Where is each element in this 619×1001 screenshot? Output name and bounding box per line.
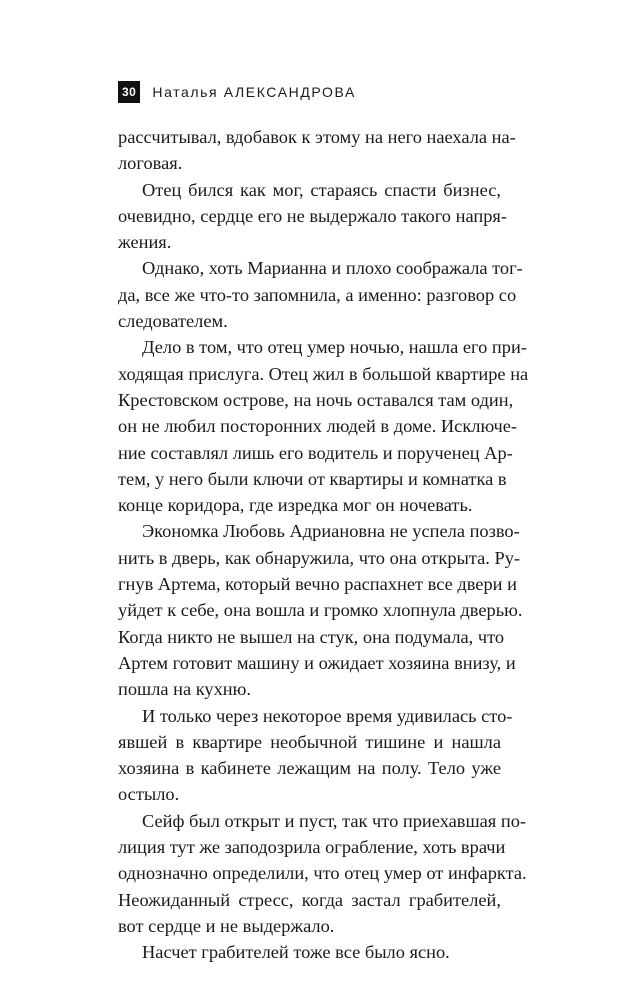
text-line: Крестовском острове, на ночь оставался там один,: [118, 389, 514, 410]
text-line: тем, у него были ключи от квартиры и комнатка в: [118, 468, 507, 489]
text-line: Экономка Любовь Адриановна не успела позво-: [142, 521, 520, 542]
running-head: [118, 80, 356, 104]
text-line: логовая.: [118, 153, 183, 174]
text-line: Сейф был открыт и пуст, так что приехавшая по-: [142, 810, 527, 831]
text-line: лиция тут же заподозрила ограбление, хоть врачи: [118, 837, 506, 858]
text-line: Отец бился как мог, стараясь спасти бизнес,: [142, 179, 501, 200]
text-line: Дело в том, что отец умер ночью, нашла его при-: [142, 337, 527, 358]
text-line: рассчитывал, вдобавок к этому на него наехала на-: [118, 127, 516, 147]
text-line: да, все же что-то запомнила, а именно: разговор со: [118, 284, 517, 305]
text-line: очевидно, сердце его не выдержало такого напря-: [118, 205, 507, 226]
text-line: пошла на кухню.: [118, 679, 251, 700]
text-line: ние составлял лишь его водитель и порученец Ар-: [118, 442, 513, 463]
text-line: Когда никто не вышел на стук, она подумала, что: [118, 626, 505, 647]
text-line: Насчет грабителей тоже все было ясно.: [142, 942, 450, 963]
text-line: Артем готовит машину и ожидает хозяина внизу, и: [118, 652, 516, 673]
text-line: явшей в квартире необычной тишине и нашла: [118, 731, 501, 752]
text-line: следователем.: [118, 311, 228, 332]
text-line: гнув Артема, который вечно распахнет все двери и: [118, 574, 517, 595]
text-line: ходящая прислуга. Отец жил в большой квартире на: [118, 363, 529, 384]
text-line: уйдет к себе, она вошла и громко хлопнула дверью.: [118, 600, 523, 621]
text-line: И только через некоторое время удивилась сто-: [142, 705, 513, 726]
text-line: хозяина в кабинете лежащим на полу. Тело уже: [118, 758, 501, 779]
page-number: 30: [118, 81, 140, 103]
text-line: остыло.: [118, 784, 180, 805]
author-name: Наталья АЛЕКСАНДРОВА: [152, 84, 356, 100]
body-text: [118, 124, 529, 966]
text-line: конце коридора, где изредка мог он ночевать.: [118, 495, 473, 516]
text-line: нить в дверь, как обнаружила, что она открыта. Ру-: [118, 547, 521, 568]
text-line: жения.: [118, 232, 172, 253]
text-line: он не любил посторонних людей в доме. Исключе-: [118, 416, 518, 437]
text-line: вот сердце и не выдержало.: [118, 915, 335, 936]
text-line: Неожиданный стресс, когда застал грабителей,: [118, 889, 501, 910]
text-line: Однако, хоть Марианна и плохо соображала тог-: [142, 258, 523, 279]
text-line: однозначно определили, что отец умер от инфаркта.: [118, 863, 527, 884]
